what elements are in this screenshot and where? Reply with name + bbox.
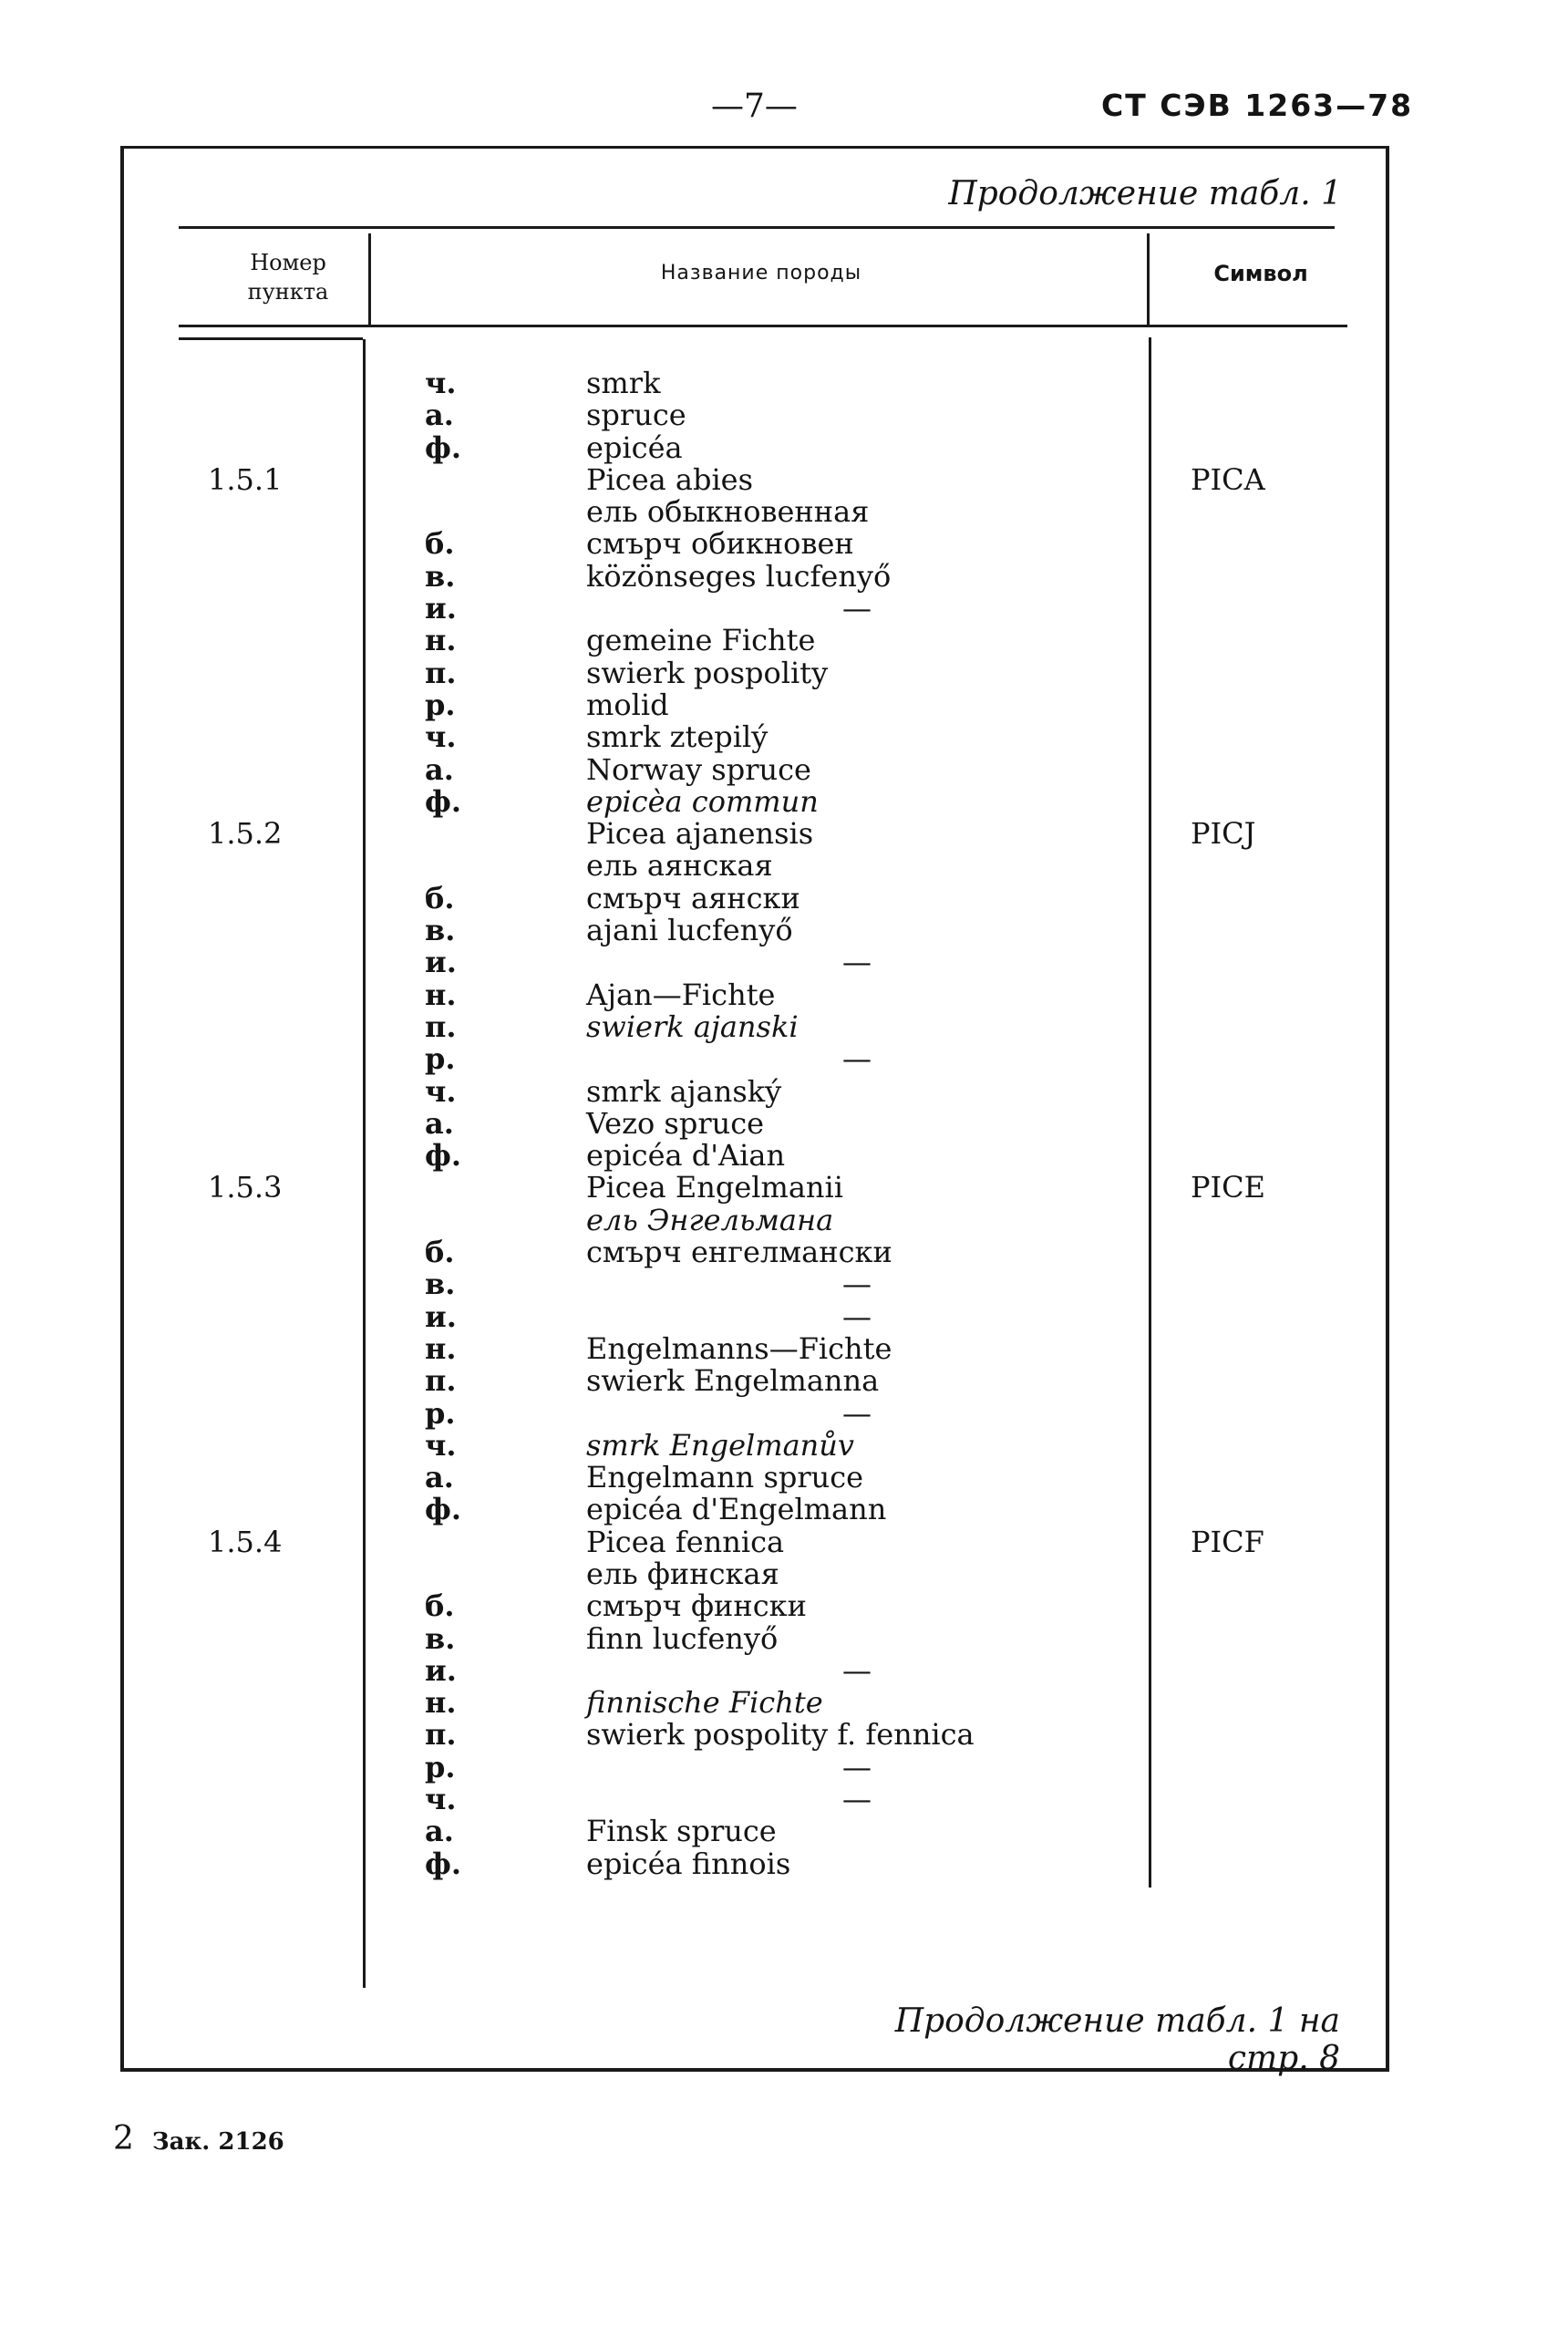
row-species-name: finn lucfenyő	[586, 1620, 779, 1656]
table-row	[0, 689, 1568, 721]
row-species-name: molid	[586, 687, 669, 722]
row-species-name: swierk pospolity	[586, 655, 829, 690]
row-species-name: epicéa d'Aian	[586, 1138, 786, 1174]
row-language-code: н.	[425, 1330, 457, 1366]
row-species-name: ель аянская	[586, 848, 773, 884]
order-number: Зак. 2126	[151, 2128, 284, 2156]
row-point-number: 1.5.2	[208, 816, 283, 852]
continuation-bottom: Продолжение табл. 1 на стр. 8	[894, 2002, 1340, 2077]
table-row	[0, 1590, 1568, 1622]
table-row	[0, 721, 1568, 753]
table-row	[0, 1365, 1568, 1397]
table-row	[0, 657, 1568, 689]
row-species-name: Picea ajanensis	[586, 816, 814, 852]
row-language-code: ч.	[425, 719, 457, 755]
column-header-number-line1: Номер	[250, 250, 326, 275]
row-species-name: epicéa finnois	[586, 1846, 791, 1881]
row-species-name: swierk pospolity f. fennica	[586, 1717, 975, 1753]
table-row	[0, 461, 1568, 497]
row-language-code: и.	[425, 945, 457, 980]
body-top-rule	[179, 337, 363, 340]
row-language-code: п.	[425, 1009, 457, 1044]
row-point-number: 1.5.1	[208, 461, 283, 497]
table-row	[0, 1687, 1568, 1719]
row-name-dash: —	[842, 1395, 872, 1431]
row-language-code: в.	[425, 558, 456, 594]
row-language-code: ф.	[425, 783, 461, 819]
row-language-code: а.	[425, 751, 454, 787]
row-species-name: смърч фински	[586, 1588, 807, 1624]
row-language-code: а.	[425, 1814, 454, 1849]
row-symbol: PICE	[1191, 1170, 1266, 1205]
row-species-name: spruce	[586, 398, 686, 433]
table-row	[0, 1043, 1568, 1075]
table-row	[0, 1395, 1568, 1431]
row-language-code: б.	[425, 1588, 455, 1624]
row-name-dash: —	[842, 1298, 872, 1334]
table-row	[0, 1011, 1568, 1043]
row-species-name: ель Энгельмана	[586, 1202, 834, 1237]
table-row	[0, 399, 1568, 431]
row-species-name: finnische Fichte	[586, 1685, 823, 1721]
row-species-name: ель финская	[586, 1556, 779, 1591]
table-row	[0, 1427, 1568, 1463]
column-header-symbol: Символ	[1213, 261, 1308, 286]
row-species-name: gemeine Fichte	[586, 623, 816, 658]
row-species-name: смърч аянски	[586, 880, 800, 915]
row-language-code: н.	[425, 623, 457, 658]
table-row	[0, 1620, 1568, 1656]
row-language-code: б.	[425, 1235, 455, 1270]
row-language-code: и.	[425, 1298, 457, 1334]
continuation-top: Продолжение табл. 1	[948, 175, 1342, 212]
table-row	[0, 751, 1568, 787]
row-species-name: epicèa commun	[586, 783, 819, 819]
row-language-code: ф.	[425, 1492, 461, 1527]
page-number: —7—	[711, 88, 798, 125]
row-species-name: Vezo spruce	[586, 1105, 765, 1141]
table-row	[0, 1105, 1568, 1141]
table-row	[0, 1815, 1568, 1847]
row-symbol: PICA	[1191, 461, 1265, 497]
row-species-name: Ajan—Fichte	[586, 977, 776, 1012]
row-species-name: smrk ztepilý	[586, 719, 769, 755]
row-language-code: а.	[425, 1105, 454, 1141]
table-row	[0, 1298, 1568, 1334]
row-species-name: Picea Engelmanii	[586, 1170, 843, 1205]
table-row	[0, 1526, 1568, 1558]
column-header-number	[179, 248, 397, 306]
row-language-code: а.	[425, 398, 454, 433]
row-species-name: Norway spruce	[586, 751, 811, 787]
row-name-dash: —	[842, 1041, 872, 1077]
row-species-name: swierk Engelmanna	[586, 1363, 880, 1399]
column-header-number-line2: пункта	[247, 279, 329, 305]
table-row	[0, 1652, 1568, 1688]
table-row	[0, 528, 1568, 560]
table-row	[0, 818, 1568, 850]
row-name-dash: —	[842, 945, 872, 980]
table-row	[0, 558, 1568, 594]
row-language-code: н.	[425, 1685, 457, 1721]
table-row	[0, 367, 1568, 399]
table-row	[0, 1268, 1568, 1300]
row-species-name: Finsk spruce	[586, 1814, 777, 1849]
table-body	[0, 367, 1568, 1880]
row-language-code: ф.	[425, 1138, 461, 1174]
row-species-name: смърч енгелмански	[586, 1235, 892, 1270]
row-language-code: р.	[425, 1749, 456, 1784]
table-row	[0, 1236, 1568, 1268]
table-row	[0, 1784, 1568, 1815]
table-row	[0, 625, 1568, 657]
row-language-code: ч.	[425, 366, 457, 400]
table-row	[0, 593, 1568, 625]
row-symbol: PICJ	[1191, 816, 1256, 852]
row-language-code: в.	[425, 1267, 456, 1302]
table-row	[0, 1494, 1568, 1526]
row-language-code: ф.	[425, 1846, 461, 1881]
row-language-code: н.	[425, 977, 457, 1012]
table-row	[0, 1140, 1568, 1172]
footer	[113, 2120, 284, 2157]
row-name-dash: —	[842, 1267, 872, 1302]
table-row	[0, 946, 1568, 978]
document-code: СТ СЭВ 1263—78	[1101, 88, 1414, 123]
row-language-code: п.	[425, 655, 457, 690]
table-row	[0, 1848, 1568, 1880]
table-row	[0, 1172, 1568, 1204]
row-language-code: в.	[425, 1620, 456, 1656]
table-row	[0, 496, 1568, 528]
row-point-number: 1.5.4	[208, 1524, 283, 1559]
row-language-code: в.	[425, 913, 456, 948]
table-row	[0, 850, 1568, 882]
row-language-code: ч.	[425, 1073, 457, 1109]
row-language-code: р.	[425, 1041, 456, 1077]
row-species-name: smrk ajanský	[586, 1073, 782, 1109]
table-row	[0, 1202, 1568, 1237]
row-language-code: б.	[425, 880, 455, 915]
table-row	[0, 979, 1568, 1011]
table-row	[0, 1558, 1568, 1590]
row-species-name: Engelmanns—Fichte	[586, 1330, 892, 1366]
row-language-code: а.	[425, 1460, 454, 1495]
table-row	[0, 880, 1568, 915]
table-row	[0, 1073, 1568, 1109]
row-species-name: Picea fennica	[586, 1524, 785, 1559]
row-name-dash: —	[842, 591, 872, 626]
row-language-code: и.	[425, 1652, 457, 1688]
header-top-rule	[179, 226, 1335, 229]
row-name-dash: —	[842, 1782, 872, 1817]
row-language-code: ч.	[425, 1782, 457, 1817]
row-species-name: smrk	[586, 366, 661, 400]
row-name-dash: —	[842, 1749, 872, 1784]
header-bottom-rule	[179, 325, 1347, 327]
row-language-code: п.	[425, 1363, 457, 1399]
row-species-name: смърч обикновен	[586, 526, 854, 562]
row-species-name: Engelmann spruce	[586, 1460, 864, 1495]
column-header-name: Название породы	[660, 262, 862, 284]
row-language-code: ф.	[425, 429, 461, 465]
row-language-code: ч.	[425, 1427, 457, 1463]
row-name-dash: —	[842, 1652, 872, 1688]
table-row	[0, 783, 1568, 819]
table-row	[0, 1719, 1568, 1751]
row-species-name: ель обыкновенная	[586, 494, 870, 530]
row-species-name: smrk Engelmanův	[586, 1427, 854, 1463]
row-species-name: epicéa	[586, 429, 683, 465]
table-row	[0, 915, 1568, 946]
row-species-name: ajani lucfenyő	[586, 913, 793, 948]
row-language-code: и.	[425, 591, 457, 626]
row-symbol: PICF	[1191, 1524, 1264, 1559]
table-row	[0, 1749, 1568, 1784]
sheet-number: 2	[113, 2120, 134, 2157]
row-species-name: swierk ajanski	[586, 1009, 799, 1044]
row-language-code: б.	[425, 526, 455, 562]
row-species-name: Picea abies	[586, 461, 754, 497]
row-species-name: közönseges lucfenyő	[586, 558, 892, 594]
row-species-name: epicéa d'Engelmann	[586, 1492, 887, 1527]
row-point-number: 1.5.3	[208, 1170, 283, 1205]
row-language-code: п.	[425, 1717, 457, 1753]
row-language-code: р.	[425, 1395, 456, 1431]
table-row	[0, 1330, 1568, 1366]
table-row	[0, 429, 1568, 465]
row-language-code: р.	[425, 687, 456, 722]
table-row	[0, 1462, 1568, 1494]
